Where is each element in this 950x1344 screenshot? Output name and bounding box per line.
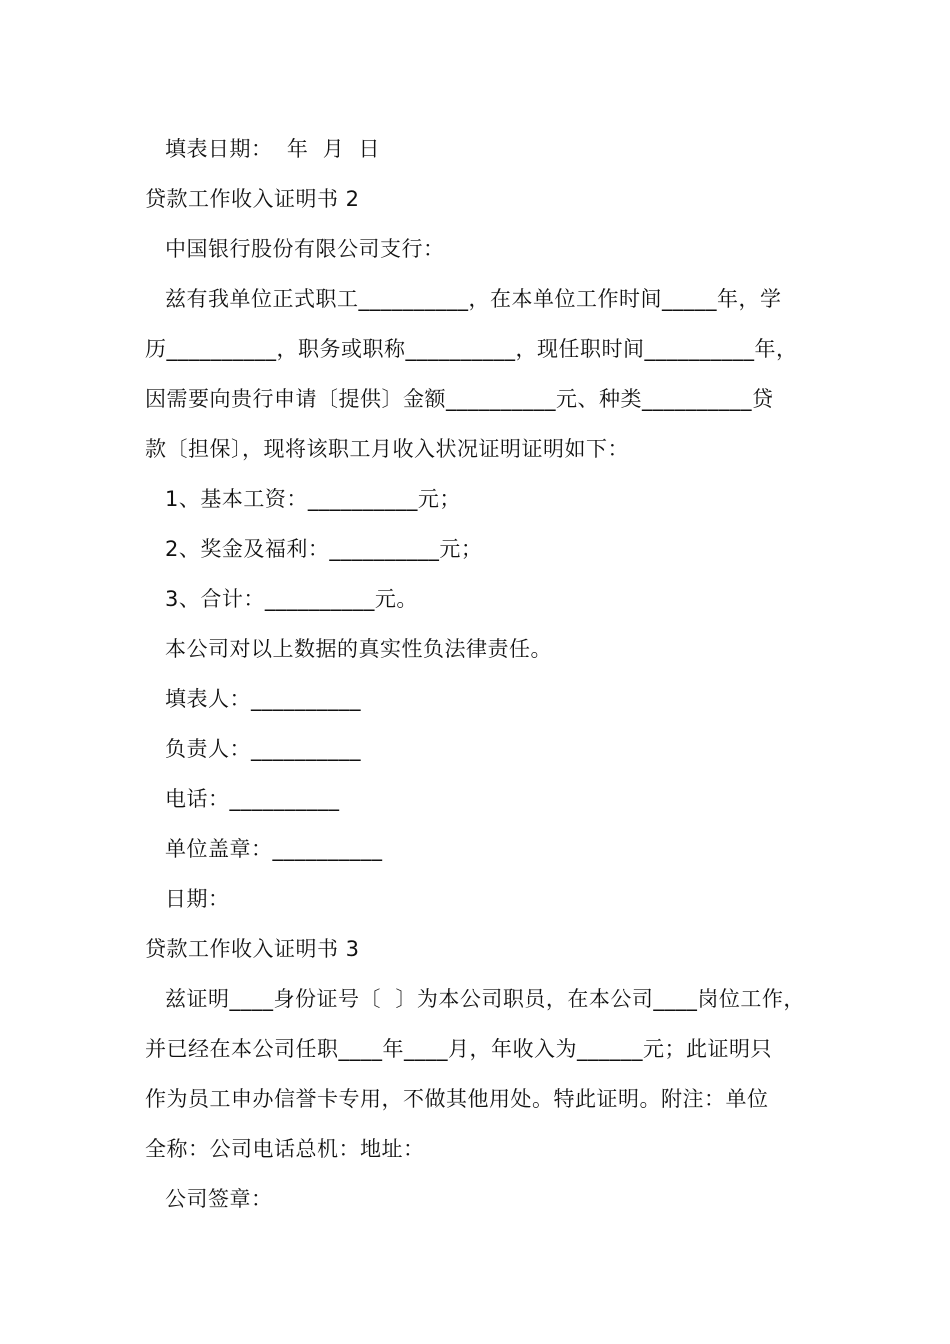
body-paragraph-line: 款〔担保〕，现将该职工月收入状况证明证明如下：: [145, 437, 629, 461]
liability-statement: 本公司对以上数据的真实性负法律责任。: [165, 637, 552, 661]
filler-line: 填表人：__________: [165, 687, 361, 711]
total-line: 3、合计：__________元。: [165, 587, 418, 611]
company-seal-line: 公司签章：: [165, 1187, 273, 1211]
certificate-paragraph-line: 作为员工申办信誉卡专用，不做其他用处。特此证明。附注：单位: [145, 1087, 769, 1111]
date-line: 日期：: [165, 887, 230, 911]
section-title-2: 贷款工作收入证明书 2: [145, 187, 360, 211]
body-paragraph-line: 历__________，职务或职称__________，现任职时间__________年，: [145, 337, 798, 361]
certificate-paragraph-line: 并已经在本公司任职____年____月，年收入为______元；此证明只: [145, 1037, 772, 1061]
phone-line: 电话：__________: [165, 787, 340, 811]
bonus-line: 2、奖金及福利：__________元；: [165, 537, 483, 561]
responsible-person-line: 负责人：__________: [165, 737, 361, 761]
body-paragraph-line: 因需要向贵行申请〔提供〕金额__________元、种类__________贷: [145, 387, 774, 411]
addressee-line: 中国银行股份有限公司支行：: [165, 237, 445, 261]
certificate-paragraph-line: 全称：公司电话总机：地址：: [145, 1137, 425, 1161]
basic-salary-line: 1、基本工资：__________元；: [165, 487, 461, 511]
body-paragraph-line: 兹有我单位正式职工__________，在本单位工作时间_____年，学: [165, 287, 782, 311]
fill-date-line: 填表日期： 年 月 日: [165, 137, 381, 161]
unit-seal-line: 单位盖章：__________: [165, 837, 383, 861]
certificate-paragraph-line: 兹证明____身份证号〔 〕为本公司职员，在本公司____岗位工作，: [165, 987, 805, 1011]
section-title-3: 贷款工作收入证明书 3: [145, 937, 360, 961]
